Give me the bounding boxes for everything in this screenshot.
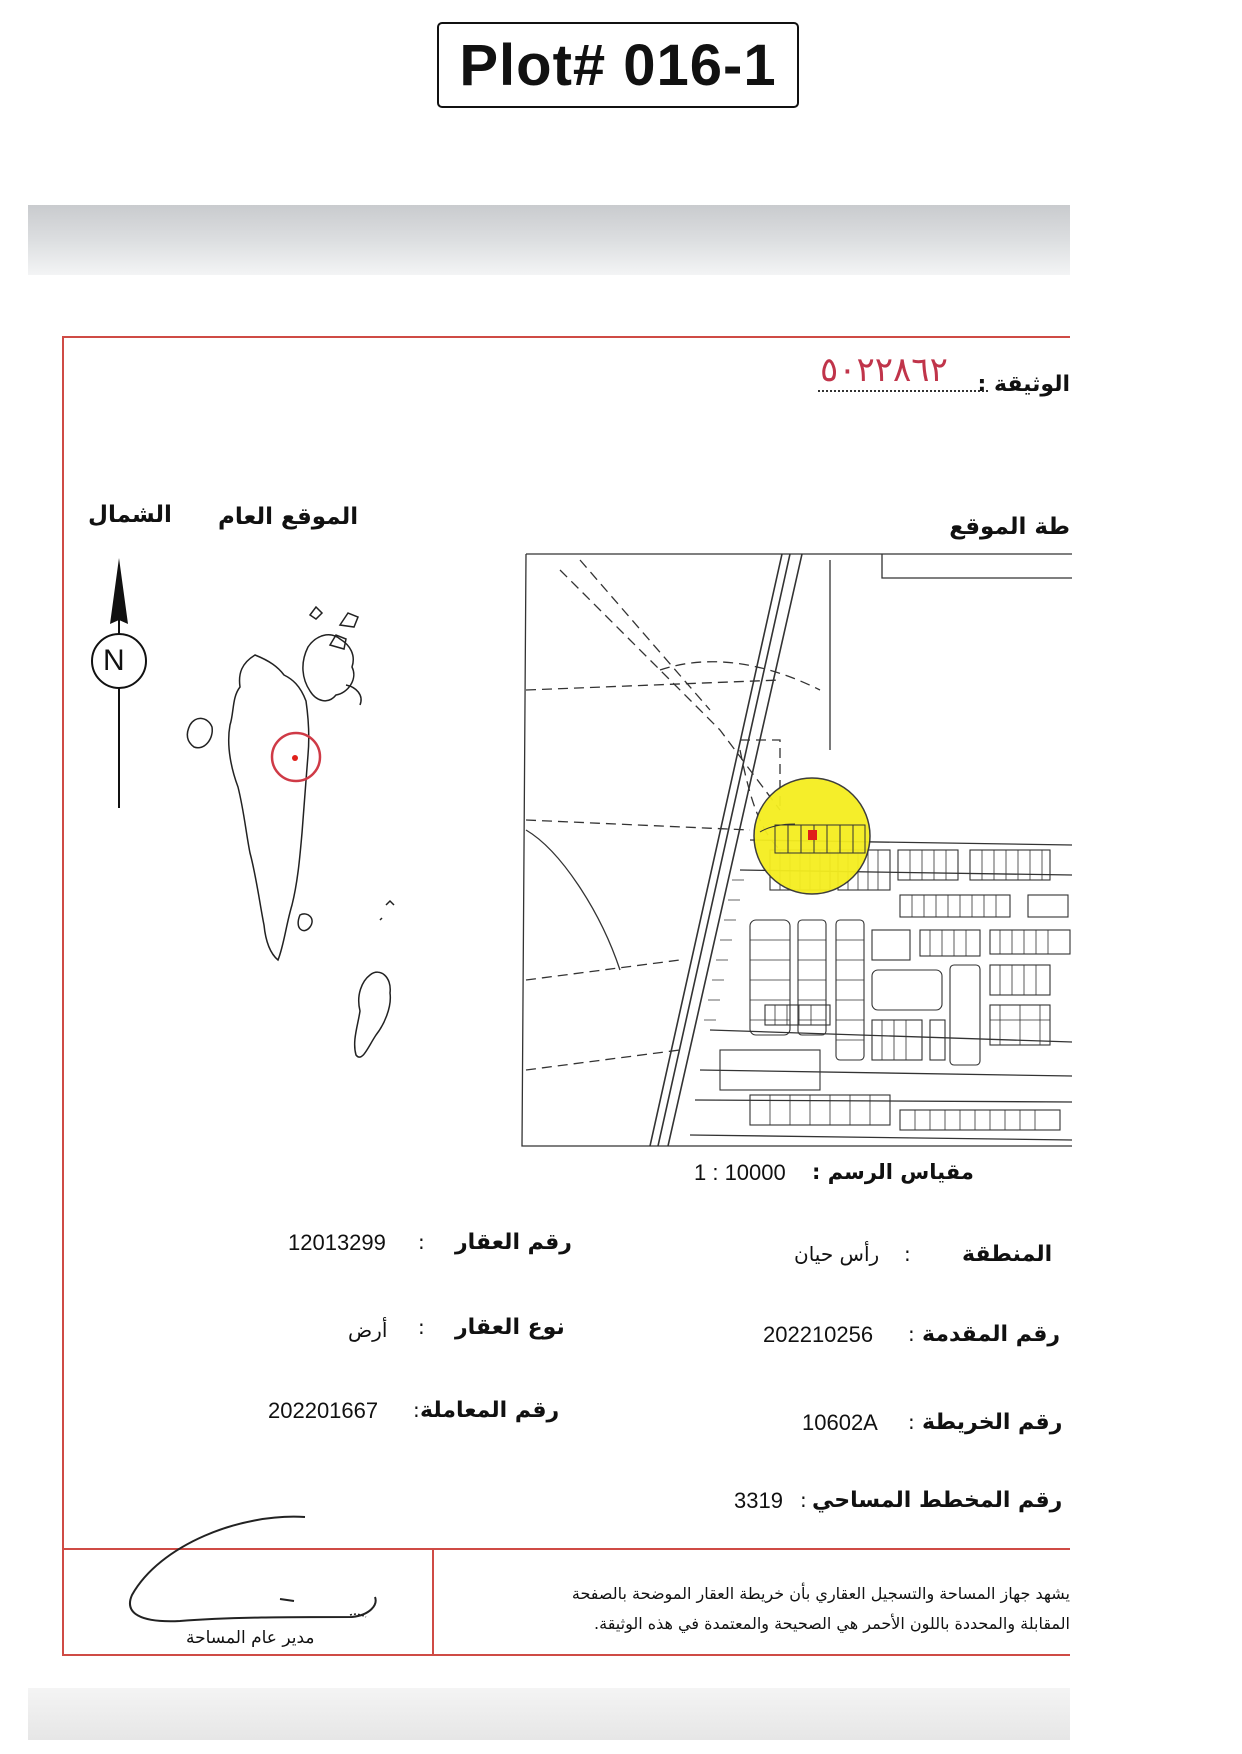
signature-title: مدير عام المساحة xyxy=(186,1628,315,1648)
property-number-value: 12013299 xyxy=(288,1230,386,1255)
scale-value: 1 : 10000 xyxy=(694,1160,786,1185)
certification-line-1: يشهد جهاز المساحة والتسجيل العقاري بأن خريطة العقار الموضحة بالصفحة xyxy=(571,1584,1070,1603)
north-arrow-icon xyxy=(84,552,154,812)
north-letter: N xyxy=(103,644,125,677)
plot-title: Plot# 016-1 xyxy=(437,22,799,108)
area-label: المنطقة xyxy=(962,1242,1053,1267)
transaction-number-value: 202201667 xyxy=(268,1398,379,1423)
scan-edge-bottom xyxy=(28,1688,1070,1740)
property-type-colon: : xyxy=(418,1315,425,1339)
scan-edge-shadow xyxy=(28,205,1070,275)
property-type-value: أرض xyxy=(348,1318,388,1342)
north-label: الشمال xyxy=(88,502,172,528)
overview-map xyxy=(160,575,450,1105)
property-number-label: رقم العقار xyxy=(455,1230,572,1255)
application-number-value: 202210256 xyxy=(763,1322,874,1347)
document-number-handwritten: ٥٠٢٢٨٦٢ xyxy=(820,350,948,390)
footer-column-divider xyxy=(432,1548,434,1656)
scale-label: مقياس الرسم : xyxy=(812,1160,974,1184)
area-value: رأس حيان xyxy=(794,1242,880,1266)
signature-scribble xyxy=(120,1505,390,1625)
transaction-number-label: رقم المعاملة xyxy=(420,1398,560,1423)
document-number-underline xyxy=(818,390,988,392)
map-number-colon: : xyxy=(908,1410,915,1434)
map-number-value: 10602A xyxy=(802,1410,878,1435)
application-number-label: رقم المقدمة xyxy=(922,1322,1061,1347)
general-location-label: الموقع العام xyxy=(218,504,359,530)
property-number-colon: : xyxy=(418,1230,425,1254)
survey-plan-number-label: رقم المخطط المساحي xyxy=(812,1488,1063,1513)
map-number-label: رقم الخريطة xyxy=(922,1410,1063,1435)
survey-plan-number-colon: : xyxy=(800,1488,807,1512)
property-type-label: نوع العقار xyxy=(455,1315,565,1340)
document-label: الوثيقة : xyxy=(977,372,1070,397)
area-colon: : xyxy=(904,1242,911,1266)
location-map-title: طة الموقع xyxy=(949,514,1070,540)
application-number-colon: : xyxy=(908,1322,915,1346)
transaction-number-colon: : xyxy=(413,1398,420,1422)
certification-line-2: المقابلة والمحددة باللون الأحمر هي الصحيحة والمعتمدة في هذه الوثيقة. xyxy=(594,1614,1070,1633)
survey-plan-number-value: 3319 xyxy=(734,1488,783,1513)
location-map xyxy=(520,550,1072,1150)
